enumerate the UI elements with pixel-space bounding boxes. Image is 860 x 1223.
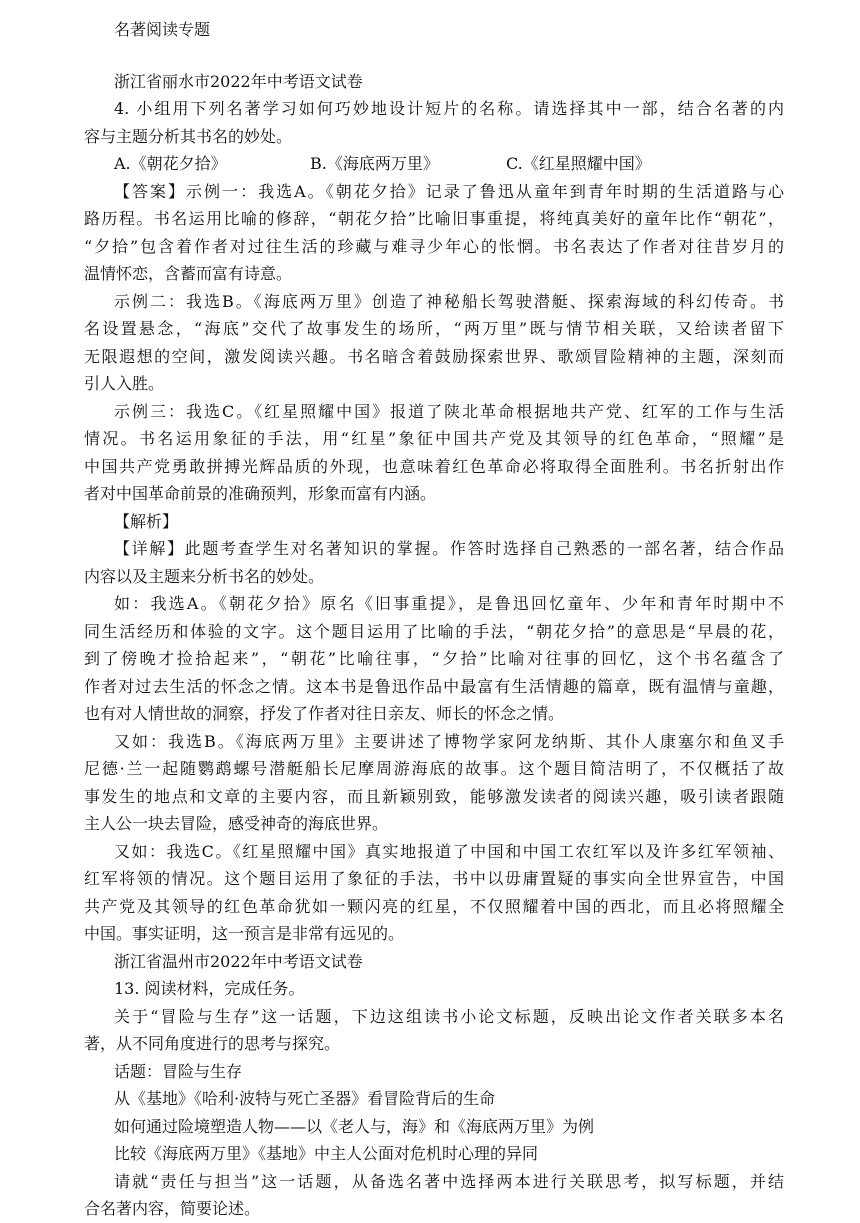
paragraph-a-line: 也有对人情世故的洞察，抒发了作者对往日亲友、师长的怀念之情。 (84, 704, 565, 723)
example-two-line: 示例二：我选B。《海底两万里》创造了神秘船长驾驶潜艇、探索海域的科幻传奇。书 (114, 291, 784, 311)
intro-line: 关于“冒险与生存”这一话题，下边这组读书小论文标题，反映出论文作者关联多本名 (114, 1006, 784, 1026)
option-c: C.《红星照耀中国》 (506, 154, 651, 173)
paragraph-b-line: 事发生的地点和文章的主要内容，而且新颖别致，能够激发读者的阅读兴趣，吸引读者跟随 (84, 786, 784, 806)
essay-title: 从《基地》《哈利·波特与死亡圣器》看冒险背后的生命 (114, 1089, 496, 1108)
task-line: 请就“责任与担当”这一话题，从备选名著中选择两本进行关联思考，拟写标题，并结 (114, 1171, 784, 1191)
option-a: A.《朝花夕拾》 (114, 154, 227, 173)
question-source: 浙江省温州市2022年中考语文试卷 (114, 951, 363, 971)
paragraph-a-line: 到了傍晚才捡拾起来”，“朝花”比喻往事，“夕拾”比喻对往事的回忆，这个书名蕴含了 (84, 649, 784, 668)
answer-line: 【答案】示例一：我选A。《朝花夕拾》记录了鲁迅从童年到青年时期的生活道路与心 (114, 181, 784, 201)
paragraph-a-line: 如：我选A。《朝花夕拾》原名《旧事重提》，是鲁迅回忆童年、少年和青年时期中不 (114, 594, 784, 613)
spacer (84, 44, 784, 68)
answer-line: 路历程。书名运用比喻的修辞，“朝花夕拾”比喻旧事重提，将纯真美好的童年比作“朝花”， (84, 209, 784, 228)
essay-title: 比较《海底两万里》《基地》中主人公面对危机时心理的异同 (114, 1144, 539, 1163)
answer-options (84, 150, 784, 178)
task-line: 合名著内容，简要论述。 (84, 1199, 261, 1218)
essay-title: 如何通过险境塑造人物——以《老人与，海》和《海底两万里》为例 (114, 1116, 595, 1136)
detail-line: 内容以及主题来分析书名的妙处。 (84, 566, 325, 586)
question-stem-line: 4. 小组用下列名著学习如何巧妙地设计短片的名称。请选择其中一部，结合名著的内 (114, 99, 784, 118)
page-header: 名著阅读专题 (114, 20, 211, 39)
paragraph-c-line: 中国。事实证明，这一预言是非常有远见的。 (84, 924, 405, 943)
paragraph-b-line: 主人公一块去冒险，感受神奇的海底世界。 (84, 814, 389, 833)
example-three-line: 示例三：我选C。《红星照耀中国》报道了陕北革命根据地共产党、红军的工作与生活 (114, 401, 784, 421)
paragraph-a-line: 作者对过去生活的怀念之情。这本书是鲁迅作品中最富有生活情趣的篇章，既有温情与童趣， (84, 676, 784, 696)
example-two-line: 名设置悬念，“海底”交代了故事发生的场所，“两万里”既与情节相关联，又给读者留下 (84, 319, 784, 338)
question-stem: 13. 阅读材料，完成任务。 (114, 979, 305, 998)
example-three-line: 中国共产党勇敢拼搏光辉品质的外现，也意味着红色革命必将取得全面胜利。书名折射出作 (84, 456, 784, 476)
question-source: 浙江省丽水市2022年中考语文试卷 (114, 71, 363, 91)
topic-line: 话题：冒险与生存 (114, 1061, 243, 1081)
paragraph-b-line: 又如：我选B。《海底两万里》主要讲述了博物学家阿龙纳斯、其仆人康塞尔和鱼叉手 (114, 731, 784, 751)
example-three-line: 情况。书名运用象征的手法，用“红星”象征中国共产党及其领导的红色革命，“照耀”是 (84, 429, 784, 448)
example-three-line: 者对中国革命前景的准确预判，形象而富有内涵。 (84, 484, 437, 503)
question-stem-line: 容与主题分析其书名的妙处。 (84, 126, 293, 146)
option-b: B.《海底两万里》 (310, 154, 439, 173)
intro-line: 著，从不同角度进行的思考与探究。 (84, 1034, 341, 1053)
answer-line: “夕拾”包含着作者对过往生活的珍藏与难寻少年心的怅惘。书名表达了作者对往昔岁月的 (84, 236, 784, 256)
paragraph-c-line: 共产党及其领导的红色革命犹如一颗闪亮的红星，不仅照耀着中国的西北，而且必将照耀全 (84, 896, 784, 916)
paragraph-c-line: 又如：我选C。《红星照耀中国》真实地报道了中国和中国工农红军以及许多红军领袖、 (114, 841, 784, 861)
example-two-line: 引人入胜。 (84, 374, 165, 393)
paragraph-b-line: 尼德·兰一起随鹦鹉螺号潜艇船长尼摩周游海底的故事。这个题目简洁明了，不仅概括了故 (84, 759, 784, 778)
detail-line: 【详解】此题考查学生对名著知识的掌握。作答时选择自己熟悉的一部名著，结合作品 (114, 539, 784, 558)
example-two-line: 无限遐想的空间，激发阅读兴趣。书名暗含着鼓励探索世界、歌颂冒险精神的主题，深刻而 (84, 346, 784, 366)
answer-line: 温情怀恋，含蓄而富有诗意。 (84, 264, 293, 283)
paragraph-c-line: 红军将领的情况。这个题目运用了象征的手法，书中以毋庸置疑的事实向全世界宣告，中国 (84, 869, 784, 888)
analysis-label: 【解析】 (114, 511, 179, 531)
paragraph-a-line: 同生活经历和体验的文字。这个题目运用了比喻的手法，“朝花夕拾”的意思是“早晨的花， (84, 621, 784, 641)
document-page (84, 16, 784, 1223)
